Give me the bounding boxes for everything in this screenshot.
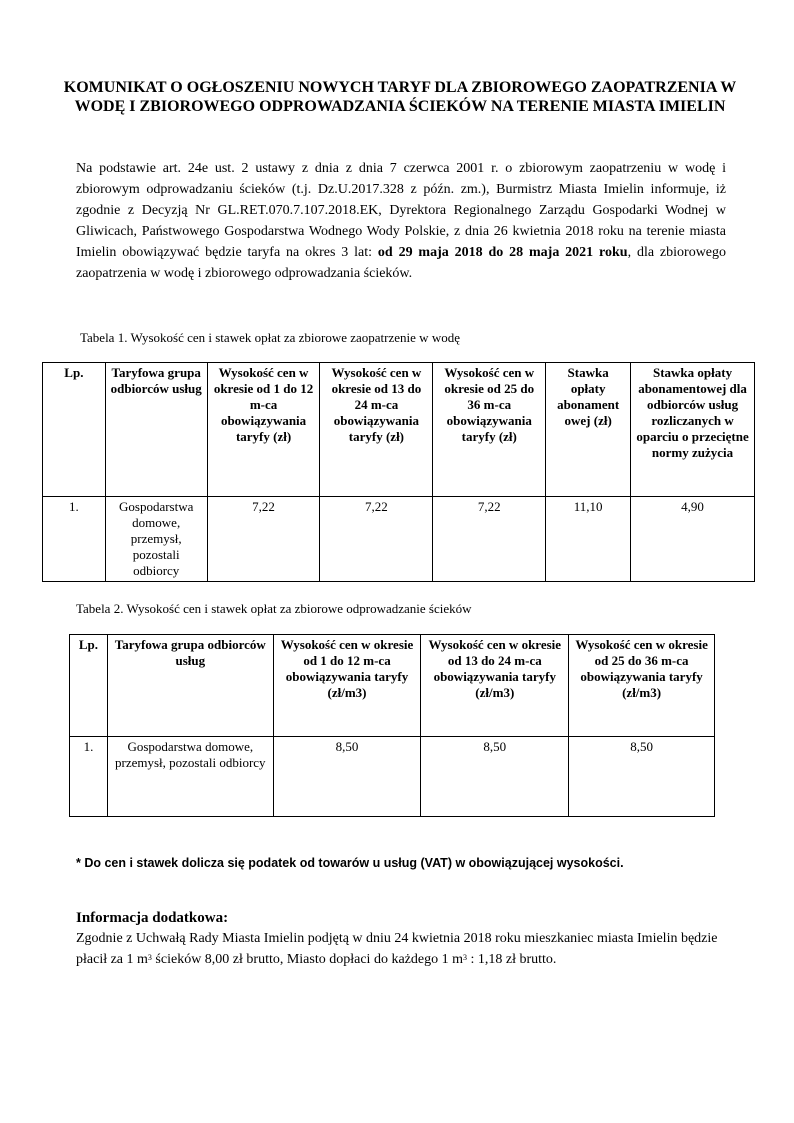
header-cell: Wysokość cen w okresie od 13 do 24 m-ca obowiązywania taryfy (zł/m3) — [421, 635, 569, 737]
header-cell: Lp. — [70, 635, 108, 737]
intro-text: Na podstawie art. 24e ust. 2 ustawy z dnia z dnia 7 czerwca 2001 r. o zbiorowym zaopatrzeniu w wodę i zbiorowym odprowadzaniu ścieków (t.j. Dz.U.2017.328 z późn. zm.), Burmistrz Miasta Imielin informuje, iż zgodnie z Decyzją Nr GL.RET.070.7.107.2018.EK, Dyrektora Regionalnego Zarządu Gospodarki Wodnej w Gliwicach, Państwowego Gospodarstwa Wodnego Wody Polskie, z dnia 26 kwietnia 2018 roku na terenie miasta Imielin obowiązywać będzie taryfa na okres 3 lat: — [76, 161, 726, 260]
info-text-2: ścieków 8,00 zł brutto, Miasto dopłaci do każdego 1 m — [151, 952, 463, 967]
header-cell: Stawka opłaty abonament owej (zł) — [546, 363, 631, 497]
header-cell: Wysokość cen w okresie od 13 do 24 m-ca obowiązywania taryfy (zł) — [320, 363, 433, 497]
header-cell: Wysokość cen w okresie od 1 do 12 m-ca obowiązywania taryfy (zł) — [207, 363, 320, 497]
page-title: KOMUNIKAT O OGŁOSZENIU NOWYCH TARYF DLA ZBIOROWEGO ZAOPATRZENIA W WODĘ I ZBIOROWEGO ODPROWADZANIA ŚCIEKÓW NA TERENIE MIASTA IMIELIN — [63, 79, 737, 115]
subscription-fee: 11,10 — [546, 497, 631, 582]
price-cell: 7,22 — [207, 497, 320, 582]
customer-group: Gospodarstwa domowe, przemysł, pozostali odbiorcy — [107, 737, 273, 817]
water-tariff-table — [42, 362, 755, 582]
row-number: 1. — [43, 497, 106, 582]
tariff-period: od 29 maja 2018 do 28 maja 2021 roku — [377, 245, 628, 260]
customer-group: Gospodarstwa domowe, przemysł, pozostali odbiorcy — [105, 497, 207, 582]
superscript: 3 — [462, 953, 467, 962]
subscription-fee-norm: 4,90 — [631, 497, 755, 582]
header-cell: Stawka opłaty abonamentowej dla odbiorców usług rozliczanych w oparciu o przeciętne normy zużycia — [631, 363, 755, 497]
table-row — [43, 497, 755, 582]
info-text-1: Zgodnie z Uchwałą Rady Miasta Imielin podjętą w dniu 24 kwietnia 2018 roku mieszkaniec miasta Imielin będzie płacił za 1 m — [76, 931, 718, 967]
intro-tail: , dla zbiorowego zaopatrzenia w wodę i zbiorowego odprowadzania ścieków. — [76, 245, 727, 281]
superscript: 3 — [147, 953, 152, 962]
table1-caption: Tabela 1. Wysokość cen i stawek opłat za zbiorowe zaopatrzenie w wodę — [80, 330, 460, 345]
table2-caption: Tabela 2. Wysokość cen i stawek opłat za zbiorowe odprowadzanie ścieków — [76, 601, 472, 616]
price-cell: 8,50 — [273, 737, 421, 817]
info-text-3: : 1,18 zł brutto. — [466, 952, 557, 967]
info-paragraph — [76, 928, 726, 970]
info-heading: Informacja dodatkowa: — [76, 910, 229, 926]
intro-paragraph — [76, 158, 726, 284]
price-cell: 7,22 — [320, 497, 433, 582]
table-header-row — [70, 635, 715, 737]
row-number: 1. — [70, 737, 108, 817]
header-cell: Wysokość cen w okresie od 25 do 36 m-ca obowiązywania taryfy (zł/m3) — [569, 635, 715, 737]
header-cell: Lp. — [43, 363, 106, 497]
vat-note: * Do cen i stawek dolicza się podatek od towarów u usług (VAT) w obowiązującej wysokości. — [76, 856, 624, 870]
table-header-row — [43, 363, 755, 497]
table-row — [70, 737, 715, 817]
price-cell: 8,50 — [569, 737, 715, 817]
header-cell: Taryfowa grupa odbiorców usług — [107, 635, 273, 737]
sewage-tariff-table — [69, 634, 715, 817]
header-cell: Wysokość cen w okresie od 1 do 12 m-ca obowiązywania taryfy (zł/m3) — [273, 635, 421, 737]
price-cell: 8,50 — [421, 737, 569, 817]
header-cell: Taryfowa grupa odbiorców usług — [105, 363, 207, 497]
header-cell: Wysokość cen w okresie od 25 do 36 m-ca obowiązywania taryfy (zł) — [433, 363, 546, 497]
price-cell: 7,22 — [433, 497, 546, 582]
